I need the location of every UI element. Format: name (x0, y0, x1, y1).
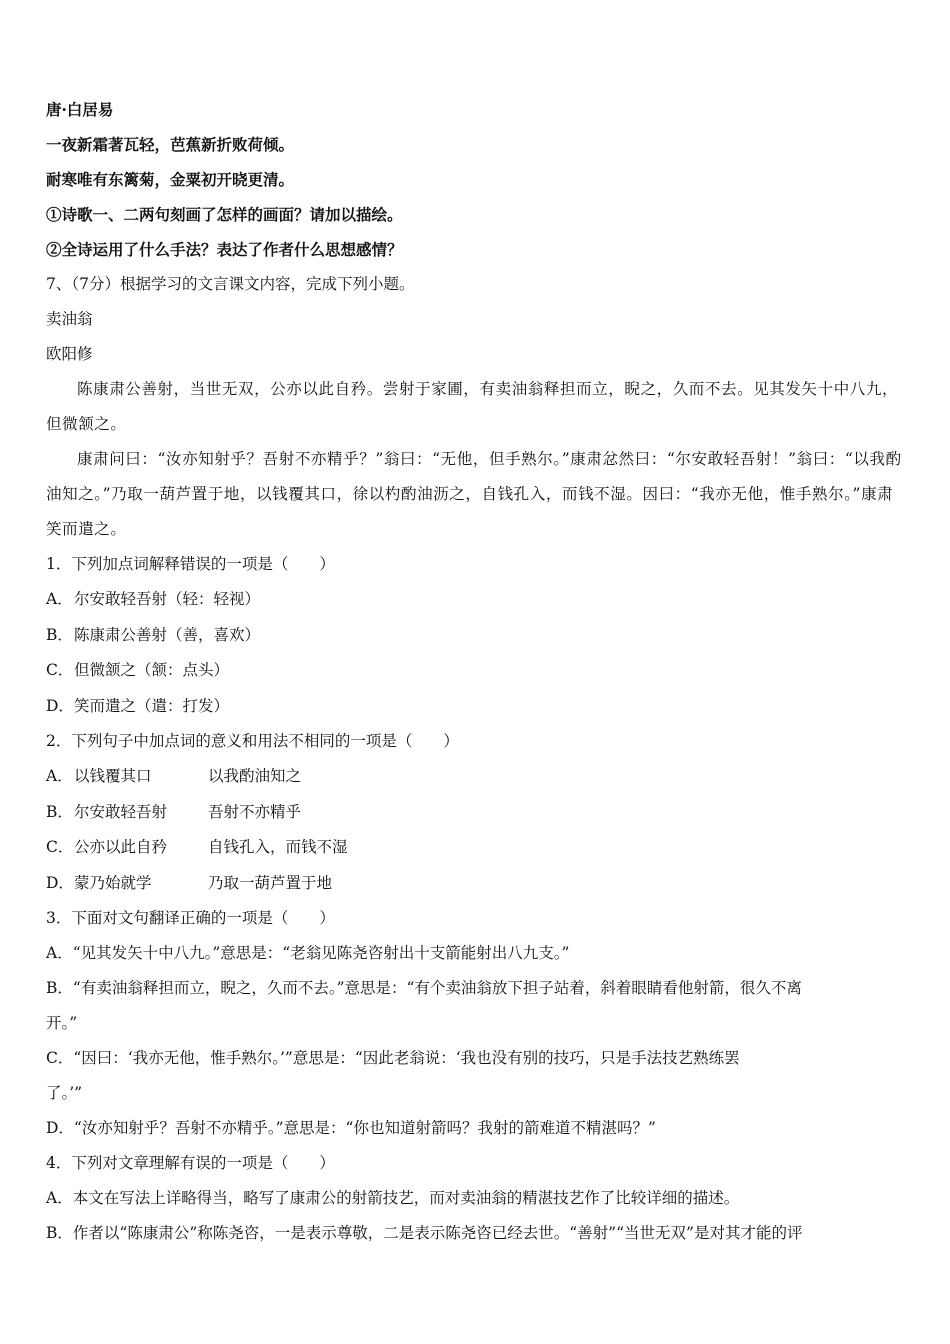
option-text: 尔安敢轻吾射（轻：轻视） (74, 590, 261, 608)
sub3-option-d: D．“汝亦知射乎？吾射不亦精乎。”意思是：“你也知道射箭吗？我射的箭难道不精湛吗？” (46, 1119, 656, 1137)
option-label: A． (46, 590, 73, 608)
option-left-text: 公亦以此自矜 (74, 838, 168, 856)
option-label: C． (46, 838, 74, 856)
sub2-option-c (46, 830, 908, 866)
q7-header: 7、（7分）根据学习的文言课文内容，完成下列小题。 (46, 275, 415, 293)
poem-author: 唐·白居易 (46, 100, 114, 119)
option-left-text: 尔安敢轻吾射 (74, 802, 168, 821)
sub1-option-d (46, 689, 908, 725)
q7-title: 卖油翁 (46, 310, 93, 328)
sub3-option-c-line-1: C．“因曰：‘我亦无他，惟手熟尔。’”意思是：“因此老翁说：‘我也没有别的技巧，只是手法技艺熟练罢 (46, 1049, 740, 1067)
sub2-stem: 2．下列句子中加点词的意义和用法不相同的一项是（ ） (46, 732, 459, 750)
sub1-option-a (46, 582, 908, 618)
sub2-option-a (46, 759, 908, 795)
poem-line-2: 耐寒唯有东篱菊，金粟初开晓更清。 (46, 170, 295, 189)
sub3-option-b-line-1: B．“有卖油翁释担而立，睨之，久而不去。”意思是：“有个卖油翁放下担子站着，斜着眼睛看他射箭，很久不离 (46, 979, 802, 997)
poem-question-1: ①诗歌一、二两句刻画了怎样的画面？请加以描绘。 (46, 205, 403, 224)
option-text: 笑而遣之（遣：打发） (74, 696, 230, 715)
option-right-text: 乃取一葫芦置于地 (208, 873, 333, 892)
q7-paragraph-1: 陈康肃公善射，当世无双，公亦以此自矜。尝射于家圃，有卖油翁释担而立，睨之，久而不去。见其发矢十中八九，但微颔之。 (46, 380, 899, 433)
q7-author: 欧阳修 (46, 345, 93, 363)
document-page (46, 92, 908, 1251)
sub3-option-c-line-2: 了。’” (46, 1084, 83, 1102)
option-label: B． (46, 625, 73, 644)
sub4-stem: 4．下列对文章理解有误的一项是（ ） (46, 1154, 335, 1172)
option-label: C． (46, 661, 74, 679)
option-right-text: 以我酌油知之 (208, 767, 302, 785)
sub3-stem: 3．下面对文句翻译正确的一项是（ ） (46, 909, 335, 927)
option-label: D． (46, 696, 74, 715)
option-left-text: 以钱覆其口 (74, 767, 152, 785)
sub3-option-a: A．“见其发矢十中八九。”意思是：“老翁见陈尧咨射出十支箭能射出八九支。” (46, 944, 570, 962)
option-label: B． (46, 802, 73, 821)
sub1-stem: 1．下列加点词解释错误的一项是（ ） (46, 555, 335, 573)
poem-question-2: ②全诗运用了什么手法？表达了作者什么思想感情？ (46, 240, 403, 259)
sub2-option-d (46, 866, 908, 902)
option-right-text: 自钱孔入，而钱不湿 (208, 838, 348, 856)
option-right-text: 吾射不亦精乎 (208, 802, 302, 821)
sub3-option-b-line-2: 开。” (46, 1014, 78, 1032)
q7-paragraph-2: 康肃问曰：“汝亦知射乎？吾射不亦精乎？”翁曰：“无他，但手熟尔。”康肃忿然曰：“尔安敢轻吾射！”翁曰：“以我酌油知之。”乃取一葫芦置于地，以钱覆其口，徐以杓酌油沥之，自钱孔入，而钱不湿。因曰：“我亦无他，惟手熟尔。”康肃笑而遣之。 (46, 450, 902, 538)
sub4-option-a: A．本文在写法上详略得当，略写了康肃公的射箭技艺，而对卖油翁的精湛技艺作了比较详细的描述。 (46, 1189, 740, 1207)
option-label: A． (46, 767, 73, 785)
option-text: 陈康肃公善射（善，喜欢） (74, 625, 261, 644)
sub1-option-b (46, 618, 908, 654)
poem-line-1: 一夜新霜著瓦轻，芭蕉新折败荷倾。 (46, 135, 295, 154)
sub4-option-b: B．作者以“陈康肃公”称陈尧咨，一是表示尊敬，二是表示陈尧咨已经去世。“善射”“当世无双”是对其才能的评 (46, 1224, 803, 1242)
sub2-option-b (46, 795, 908, 831)
sub1-option-c (46, 653, 908, 689)
option-label: D． (46, 873, 74, 892)
option-text: 但微颔之（颔：点头） (74, 661, 230, 679)
option-left-text: 蒙乃始就学 (74, 873, 152, 892)
